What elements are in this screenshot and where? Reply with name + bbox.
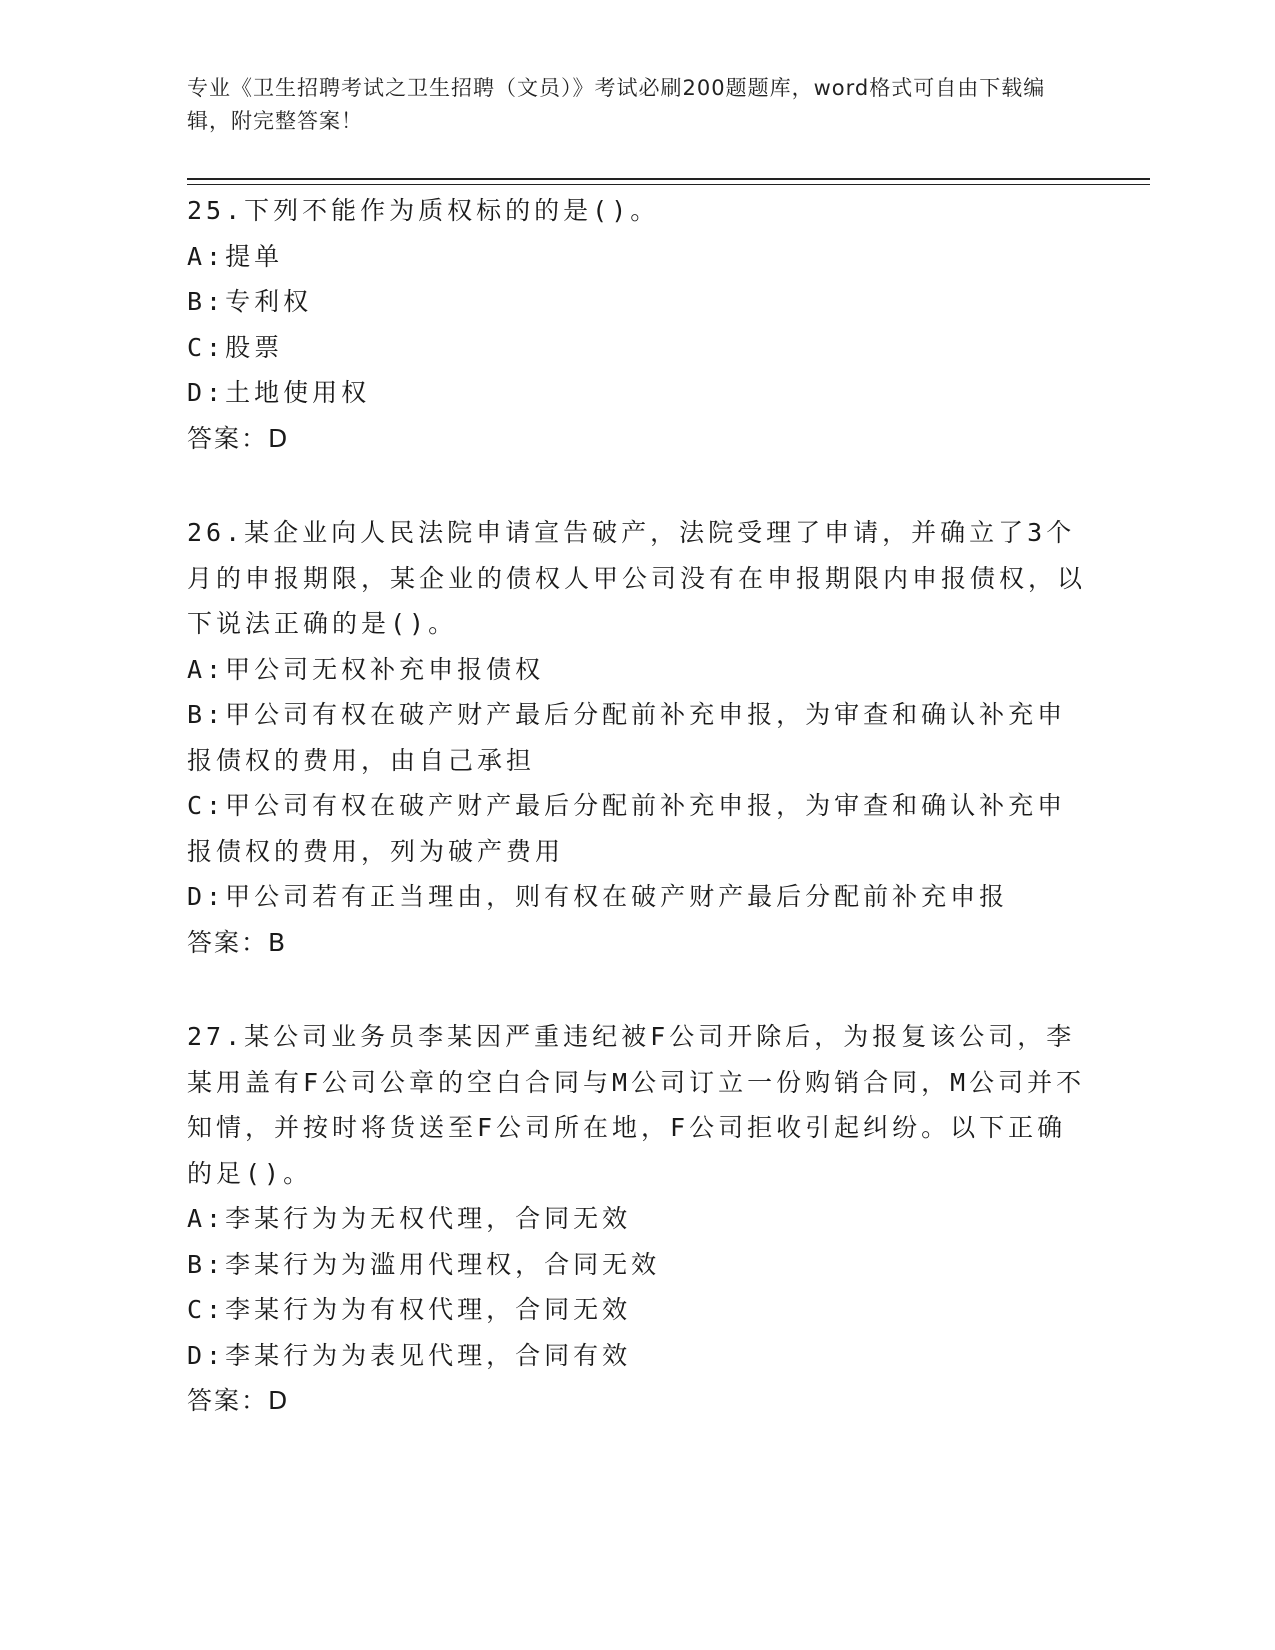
option-b: B:李某行为为滥用代理权，合同无效 (187, 1249, 661, 1279)
answer: 答案：D (187, 1386, 290, 1415)
header-divider-thick (187, 178, 1150, 180)
option-d: D:甲公司若有正当理由，则有权在破产财产最后分配前补充申报 (187, 882, 1009, 911)
option-c: C:股票 (187, 332, 284, 362)
option-a: A:甲公司无权补充申报债权 (187, 654, 545, 684)
answer: 答案：D (187, 423, 290, 453)
option-a: A:李某行为为无权代理，合同无效 (187, 1204, 632, 1233)
document-header: 专业《卫生招聘考试之卫生招聘（文员）》考试必刷200题题库，word格式可自由下载编辑，附完整答案！ (187, 76, 1046, 133)
option-d: D:李某行为为表见代理，合同有效 (187, 1340, 632, 1370)
option-b: B:专利权 (187, 287, 313, 316)
question-25 (187, 188, 1087, 461)
option-d: D:土地使用权 (187, 378, 371, 407)
question-stem: 25.下列不能作为质权标的的是()。 (187, 196, 660, 225)
option-a: A:提单 (187, 241, 284, 271)
option-c: C:李某行为为有权代理，合同无效 (187, 1295, 632, 1324)
answer: 答案：B (187, 927, 288, 957)
option-c: C:甲公司有权在破产财产最后分配前补充申报，为审查和确认补充申报债权的费用，列为破产费用 (187, 791, 1067, 866)
question-26 (187, 510, 1087, 965)
question-stem: 26.某企业向人民法院申请宣告破产，法院受理了申请，并确立了3个月的申报期限，某企业的债权人甲公司没有在申报期限内申报债权，以下说法正确的是()。 (187, 518, 1087, 638)
header-divider-thin (187, 184, 1150, 185)
question-27 (187, 1014, 1087, 1424)
question-stem: 27.某公司业务员李某因严重违纪被F公司开除后，为报复该公司，李某用盖有F公司公章的空白合同与M公司订立一份购销合同，M公司并不知情，并按时将货送至F公司所在地，F公司拒收引起纠纷。以下正确的足()。 (187, 1022, 1086, 1188)
question-list (187, 188, 1087, 1473)
option-b: B:甲公司有权在破产财产最后分配前补充申报，为审查和确认补充申报债权的费用，由自己承担 (187, 700, 1067, 775)
